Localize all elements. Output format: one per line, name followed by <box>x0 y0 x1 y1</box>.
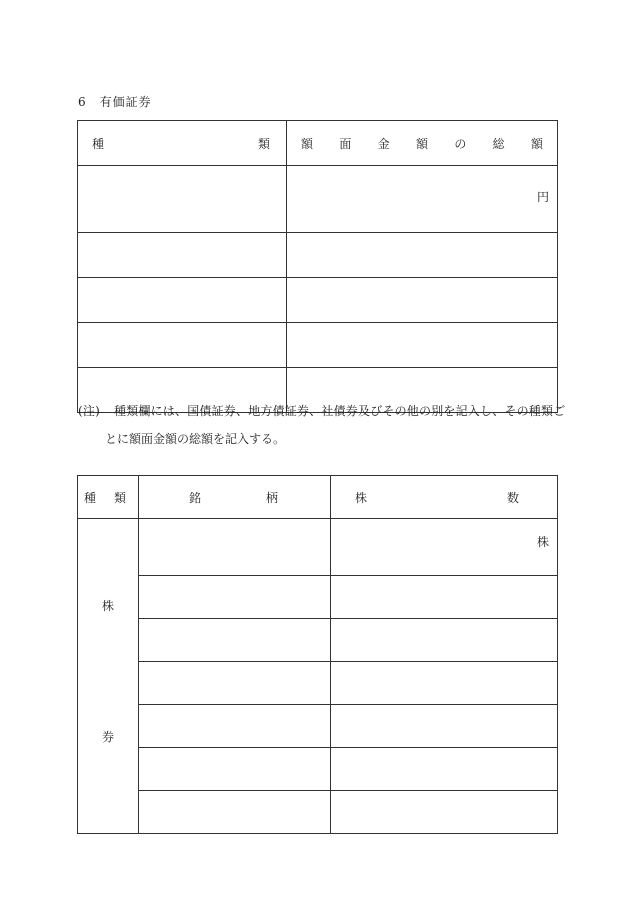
table-header-row <box>78 121 558 166</box>
header-shares-char: 株 <box>355 490 368 505</box>
header-amount-char: 額 <box>530 136 543 151</box>
header-share-count <box>331 476 558 519</box>
table-row <box>78 705 558 748</box>
table-row <box>78 662 558 705</box>
category-cell-stock-certificate <box>78 519 139 834</box>
table-row <box>78 619 558 662</box>
header-brand-char: 柄 <box>265 490 278 505</box>
shares-cell[interactable] <box>331 619 558 662</box>
shares-cell[interactable] <box>331 519 558 576</box>
type-cell[interactable] <box>78 323 287 368</box>
shares-cell[interactable] <box>331 791 558 834</box>
header-shares-char: 数 <box>506 490 519 505</box>
category-char: 株 <box>101 599 114 613</box>
amount-cell[interactable] <box>287 166 558 233</box>
header-amount-char: の <box>454 136 467 151</box>
note-label: (注) <box>78 404 100 418</box>
table-row <box>78 576 558 619</box>
brand-cell[interactable] <box>139 662 331 705</box>
securities-table <box>77 120 558 413</box>
header-amount-char: 額 <box>301 136 314 151</box>
header-amount-char: 金 <box>377 136 390 151</box>
stock-table <box>77 475 558 834</box>
table-header-row <box>78 476 558 519</box>
table-row <box>78 748 558 791</box>
header-type-char: 種 <box>92 136 105 151</box>
shares-cell[interactable] <box>331 748 558 791</box>
brand-cell[interactable] <box>139 619 331 662</box>
brand-cell[interactable] <box>139 748 331 791</box>
header-amount-char: 総 <box>492 136 505 151</box>
table-row <box>78 166 558 233</box>
brand-cell[interactable] <box>139 705 331 748</box>
type-cell[interactable] <box>78 278 287 323</box>
amount-cell[interactable] <box>287 233 558 278</box>
shares-cell[interactable] <box>331 662 558 705</box>
note-line-1 <box>78 402 565 419</box>
header-amount-char: 面 <box>339 136 352 151</box>
yen-unit: 円 <box>536 190 549 204</box>
amount-cell[interactable] <box>287 323 558 368</box>
shares-cell[interactable] <box>331 576 558 619</box>
brand-cell[interactable] <box>139 576 331 619</box>
header-type-char: 種 <box>84 490 97 505</box>
header-face-amount-total <box>287 121 558 166</box>
table-row <box>78 323 558 368</box>
note-text-1: 種類欄には、国債証券、地方債証券、社債券及びその他の別を記入し、その種類ご <box>114 404 566 418</box>
table-row <box>78 791 558 834</box>
brand-cell[interactable] <box>139 519 331 576</box>
shares-unit: 株 <box>536 535 549 549</box>
section-title: 6 有価証券 <box>78 95 152 109</box>
note-line-2: とに額面金額の総額を記入する。 <box>105 432 286 446</box>
header-amount-char: 額 <box>415 136 428 151</box>
header-type-char: 類 <box>257 136 270 151</box>
amount-cell[interactable] <box>287 278 558 323</box>
header-brand <box>139 476 331 519</box>
header-type <box>78 121 287 166</box>
table-row <box>78 233 558 278</box>
category-char: 券 <box>101 730 114 744</box>
header-type-char: 類 <box>113 490 126 505</box>
brand-cell[interactable] <box>139 791 331 834</box>
header-type <box>78 476 139 519</box>
shares-cell[interactable] <box>331 705 558 748</box>
table-row <box>78 519 558 576</box>
type-cell[interactable] <box>78 233 287 278</box>
table-row <box>78 278 558 323</box>
type-cell[interactable] <box>78 166 287 233</box>
header-brand-char: 銘 <box>189 490 202 505</box>
